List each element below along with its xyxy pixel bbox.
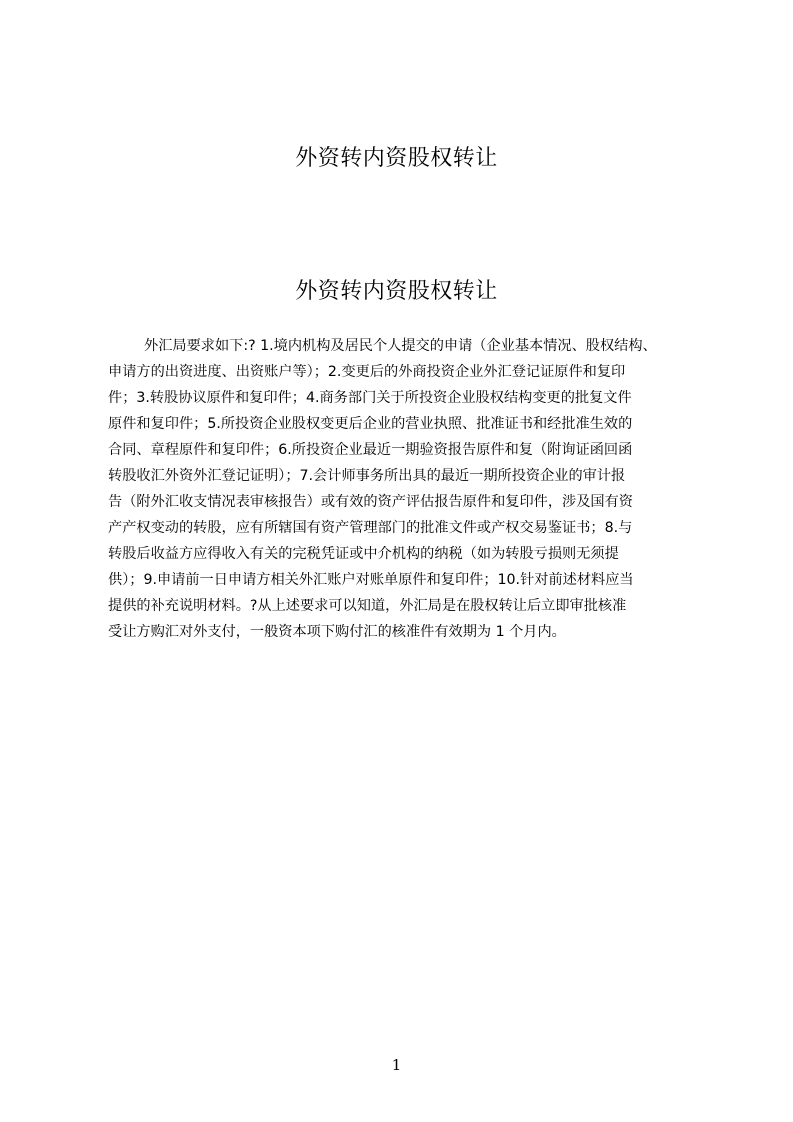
paragraph-line: 合同、章程原件和复印件；6.所投资企业最近一期验资报告原件和复（附询证函回函	[108, 442, 633, 458]
page-number: 1	[391, 1056, 402, 1074]
paragraph-line: 原件和复印件；5.所投资企业股权变更后企业的营业执照、批准证书和经批准生效的	[108, 416, 633, 432]
paragraph-line: 受让方购汇对外支付，一般资本项下购付汇的核准件有效期为 1 个月内。	[108, 624, 566, 640]
paragraph-line: 件；3.转股协议原件和复印件；4.商务部门关于所投资企业股权结构变更的批复文件	[108, 390, 632, 406]
paragraph-line: 提供的补充说明材料。?从上述要求可以知道，外汇局是在股权转让后立即审批核准	[108, 598, 627, 614]
paragraph-line: 外汇局要求如下:? 1.境内机构及居民个人提交的申请（企业基本情况、股权结构、	[144, 338, 657, 354]
paragraph-line: 转股收汇外资外汇登记证明）；7.会计师事务所出具的最近一期所投资企业的审计报	[108, 468, 626, 484]
paragraph-line: 转股后收益方应得收入有关的完税凭证或中介机构的纳税（如为转股亏损则无须提	[108, 546, 619, 562]
paragraph-line: 产产权变动的转股，应有所辖国有资产管理部门的批准文件或产权交易鉴证书；8.与	[108, 520, 633, 536]
paragraph-line: 申请方的出资进度、出资账户等）；2.变更后的外商投资企业外汇登记证原件和复印	[108, 364, 626, 380]
paragraph-line: 供）；9.申请前一日申请方相关外汇账户对账单原件和复印件；10.针对前述材料应当	[108, 572, 634, 588]
section-title: 外资转内资股权转让	[295, 279, 498, 304]
document-title: 外资转内资股权转让	[295, 146, 498, 171]
paragraph-line: 告（附外汇收支情况表审核报告）或有效的资产评估报告原件和复印件，涉及国有资	[108, 494, 633, 510]
